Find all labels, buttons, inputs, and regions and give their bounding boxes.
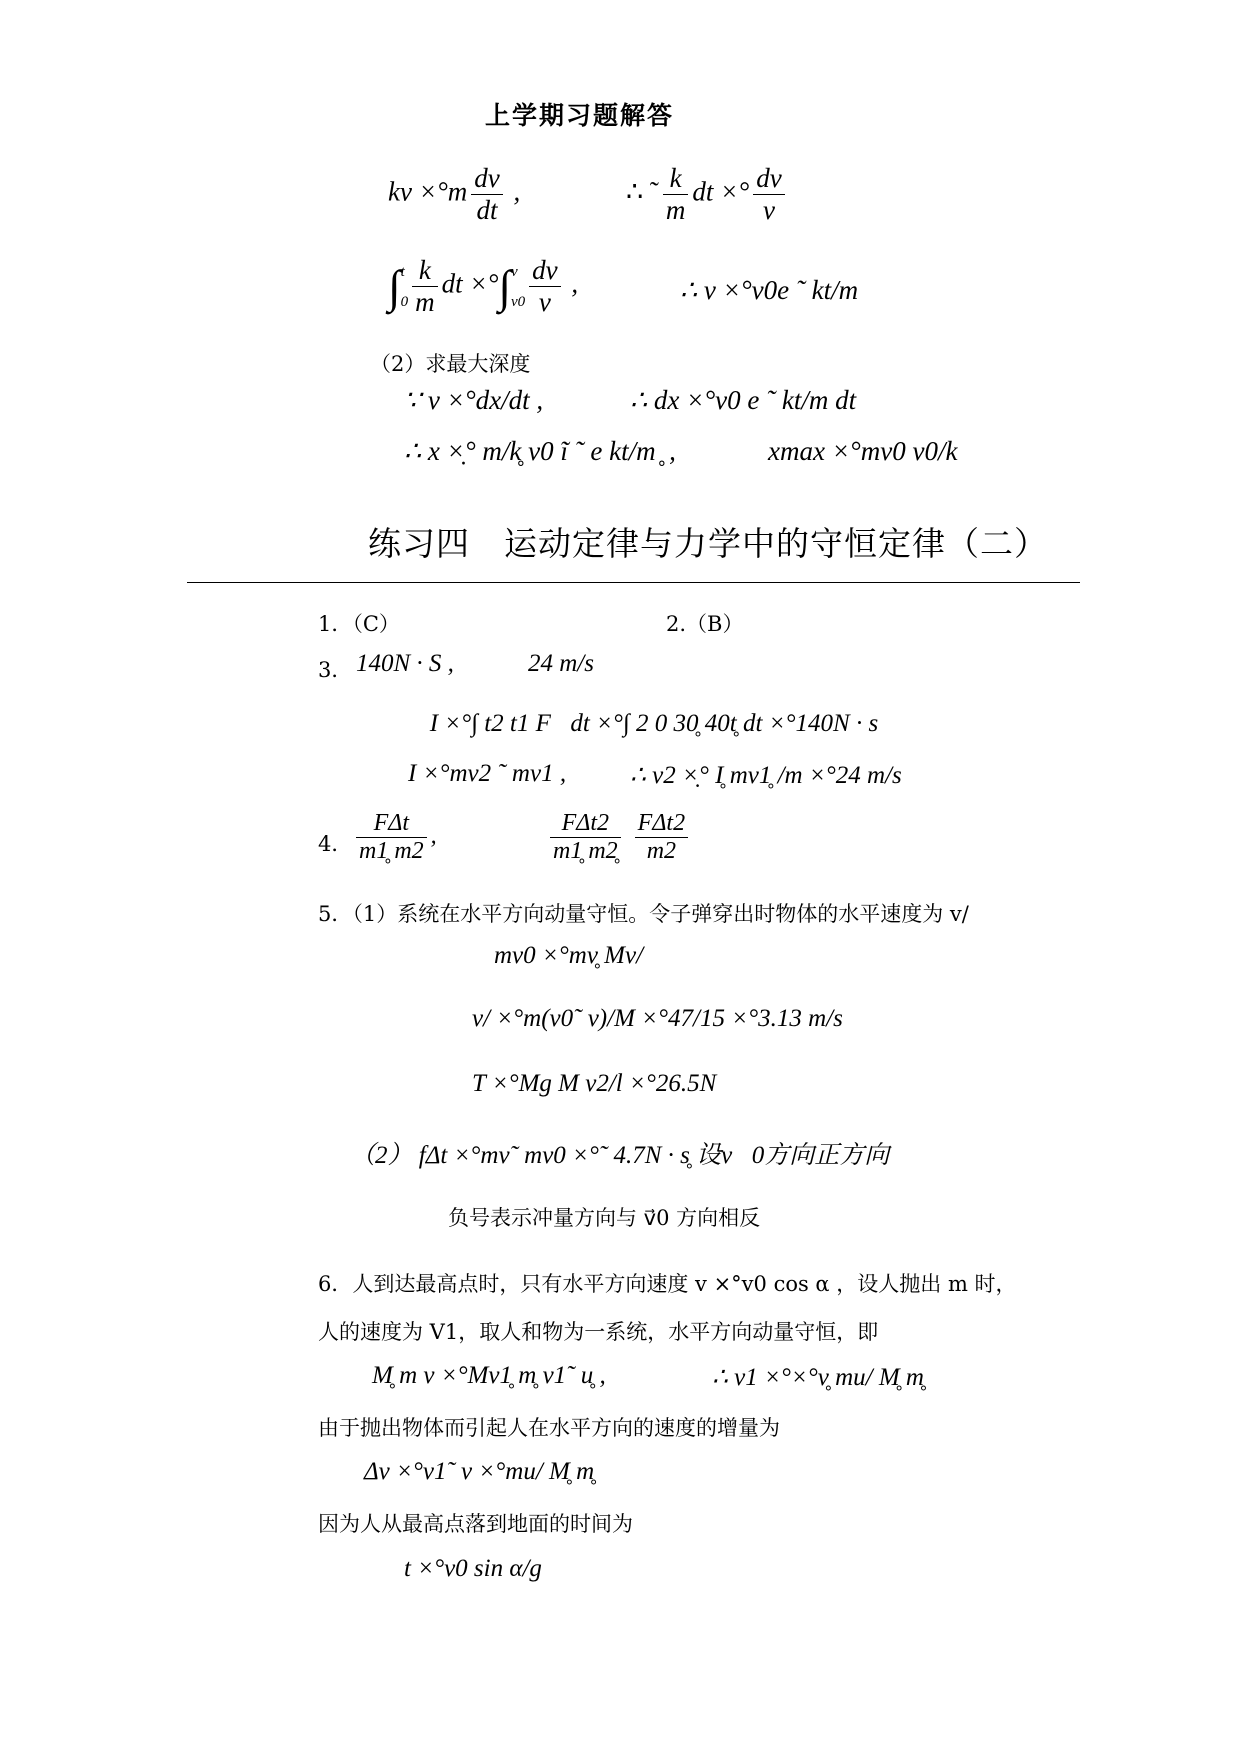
denominator: v — [753, 194, 784, 226]
equation-velocity-result: ∴ v ×°v0e ˜ kt/m — [680, 275, 859, 305]
answer-5-note: 负号表示冲量方向与 v⃗0 方向相反 — [448, 1206, 761, 1230]
answer-6-eq1a: M̥ m v ×°Mv1̥ m̥ v1˜ u̥ , — [372, 1362, 606, 1389]
answer-2: 2.（B） — [666, 612, 744, 636]
comma: , — [564, 268, 579, 299]
equation-xmax: xmax ×°mv0 v0/k — [768, 436, 958, 466]
numerator: FΔt2 — [561, 810, 610, 836]
answer-3-eq2: I ×°mv2 ˜ mv1 , — [408, 760, 567, 787]
equation-integral — [388, 255, 578, 318]
eq-lhs: kv ×°m — [388, 176, 468, 207]
numerator: k — [418, 255, 431, 285]
answer-5-intro: 5．（1）系统在水平方向动量守恒。令子弹穿出时物体的水平速度为 v/ — [318, 902, 969, 926]
answer-5-eq1: mv0 ×°mv̥ Mv/ — [494, 942, 644, 969]
denominator: m1̥ m2̥ — [550, 837, 621, 865]
answer-6-eq2: Δv ×°v1˜ v ×°mu/ M̥ m̥ — [364, 1458, 595, 1485]
answer-6-line3: 由于抛出物体而引起人在水平方向的速度的增量为 — [318, 1416, 780, 1440]
answer-3-eq3: ∴ v2 ×̣° I̥ mv1̥ /m ×°24 m/s — [630, 762, 902, 789]
answer-6-line4: 因为人从最高点落到地面的时间为 — [318, 1512, 633, 1536]
answer-4-f1 — [352, 810, 437, 865]
numerator: dv — [756, 163, 782, 193]
eq-middle: dt ×° — [441, 268, 499, 299]
answer-3-label: 3． — [318, 658, 353, 682]
answer-6-intro: 6．人到达最高点时，只有水平方向速度 v ×°v0 cos α ，设人抛出 m 时， — [318, 1272, 1017, 1296]
equation-drag-force — [388, 163, 520, 226]
fraction — [471, 163, 502, 226]
answer-3-impulse: 140N · S , — [356, 650, 454, 677]
denominator: v — [529, 286, 560, 318]
lower-limit: 0 — [400, 293, 409, 310]
fraction — [663, 163, 689, 226]
numerator: FΔt — [373, 810, 410, 836]
fraction — [753, 163, 784, 226]
fraction — [412, 255, 438, 318]
fraction — [635, 810, 688, 865]
equation-x: ∴ x ×̣° m/k̥ v0 ĩ ˜ e kt/m ̥ , — [404, 436, 676, 466]
integral-sign: ∫ — [388, 261, 401, 312]
part2-label: （2）求最大深度 — [370, 352, 531, 376]
answer-1: 1．（C） — [318, 612, 400, 636]
fraction — [529, 255, 560, 318]
answer-3-eq1: ∵ I ×°∫ t2 t1 F⃗dt ×°∫ 2 0 30̥ 40t̥ dt ×°140N · s — [404, 710, 879, 737]
answer-6-line2: 人的速度为 V1，取人和物为一系统，水平方向动量守恒，即 — [318, 1320, 879, 1344]
equation-separated — [626, 163, 789, 226]
denominator: m2 — [635, 837, 688, 865]
denominator: dt — [471, 194, 502, 226]
section-divider — [187, 582, 1080, 583]
eq-middle: dt ×° — [692, 176, 750, 207]
denominator: m1̥ m2 — [356, 837, 427, 865]
denominator: m — [412, 286, 438, 318]
answer-3-speed: 24 m/s — [528, 650, 594, 677]
answer-4-f2 — [546, 810, 692, 865]
lower-limit: v0 — [511, 293, 526, 310]
answer-6-eq3: t ×°v0 sin α/g — [404, 1555, 542, 1582]
answer-5-eq2: v/ ×°m(v0˜ v)/M ×°47/15 ×°3.13 m/s — [472, 1005, 843, 1032]
numerator: dv — [474, 163, 500, 193]
numerator: dv — [532, 255, 558, 285]
integral-sign: ∫ — [498, 261, 511, 312]
comma: , — [430, 823, 437, 850]
upper-limit: v — [511, 263, 518, 280]
numerator: FΔt2 — [637, 810, 686, 836]
equation-velocity-def: ∵ v ×°dx/dt , — [404, 385, 544, 415]
therefore-sign: ∴ ˜ — [626, 176, 659, 207]
separator — [625, 823, 631, 849]
comma: , — [506, 176, 521, 207]
answer-5-eq3: T ×°Mg M v2/l ×°26.5N — [472, 1070, 717, 1097]
answer-6-eq1b: ∴ v1 ×°×°v̥ mu/ M̥ m̥ — [712, 1364, 924, 1391]
answer-5-part2: （2） fΔt ×°mv˜ mv0 ×°˜ 4.7N · s̥ 设v⃗0方向正方向 — [350, 1142, 890, 1169]
page-header: 上学期习题解答 — [485, 101, 675, 130]
fraction — [550, 810, 621, 865]
upper-limit: t — [400, 263, 405, 280]
fraction — [356, 810, 427, 865]
answer-4-label: 4． — [318, 832, 353, 856]
denominator: m — [663, 194, 689, 226]
numerator: k — [669, 163, 682, 193]
section-title: 练习四 运动定律与力学中的守恒定律（二） — [368, 524, 1048, 563]
equation-dx: ∴ dx ×°v0 e ˜ kt/m dt — [630, 385, 857, 415]
